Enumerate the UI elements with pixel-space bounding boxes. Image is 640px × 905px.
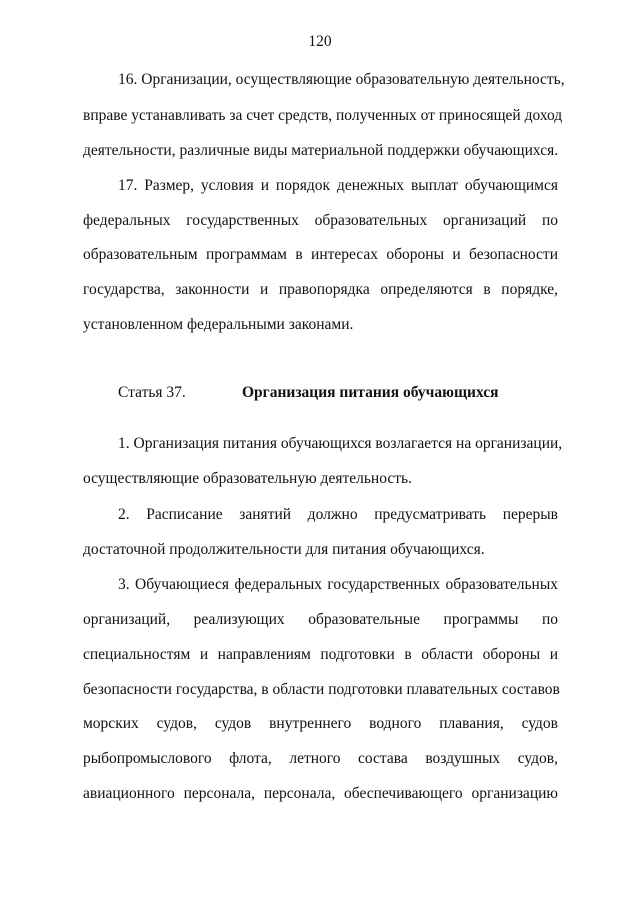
paragraph-17-line-3: образовательным программам в интересах обороны и безопасности: [83, 246, 558, 263]
article-paragraph-3-line-3: специальностям и направлениям подготовки в области обороны и: [83, 646, 558, 663]
paragraph-16-line-3: деятельности, различные виды материальной поддержки обучающихся.: [83, 142, 559, 159]
article-paragraph-2-line-2: достаточной продолжительности для питания обучающихся.: [83, 541, 485, 558]
article-paragraph-2-line-1: 2. Расписание занятий должно предусматривать перерыв: [118, 506, 558, 523]
paragraph-16-line-2: вправе устанавливать за счет средств, полученных от приносящей доход: [83, 107, 563, 124]
article-paragraph-3-line-5: морских судов, судов внутреннего водного плавания, судов: [83, 715, 558, 732]
article-paragraph-1-line-2: осуществляющие образовательную деятельность.: [83, 470, 412, 487]
article-paragraph-3-line-7: авиационного персонала, персонала, обеспечивающего организацию: [83, 785, 558, 802]
paragraph-17-line-1: 17. Размер, условия и порядок денежных выплат обучающимся: [118, 177, 558, 194]
article-paragraph-3-line-2: организаций, реализующих образовательные программы по: [83, 611, 558, 628]
paragraph-17-line-4: государства, законности и правопорядка определяются в порядке,: [83, 281, 558, 298]
paragraph-17-line-5: установленном федеральными законами.: [83, 316, 354, 333]
article-paragraph-3-line-4: безопасности государства, в области подготовки плавательных составов: [83, 681, 560, 698]
article-paragraph-1-line-1: 1. Организация питания обучающихся возлагается на организации,: [118, 435, 563, 452]
article-number: Статья 37.: [118, 384, 186, 401]
article-paragraph-3-line-6: рыбопромыслового флота, летного состава воздушных судов,: [83, 750, 558, 767]
paragraph-17-line-2: федеральных государственных образовательных организаций по: [83, 212, 558, 229]
article-title: Организация питания обучающихся: [242, 384, 499, 401]
page-number: 120: [308, 33, 332, 50]
paragraph-16-line-1: 16. Организации, осуществляющие образовательную деятельность,: [118, 71, 565, 88]
article-paragraph-3-line-1: 3. Обучающиеся федеральных государственных образовательных: [118, 576, 558, 593]
